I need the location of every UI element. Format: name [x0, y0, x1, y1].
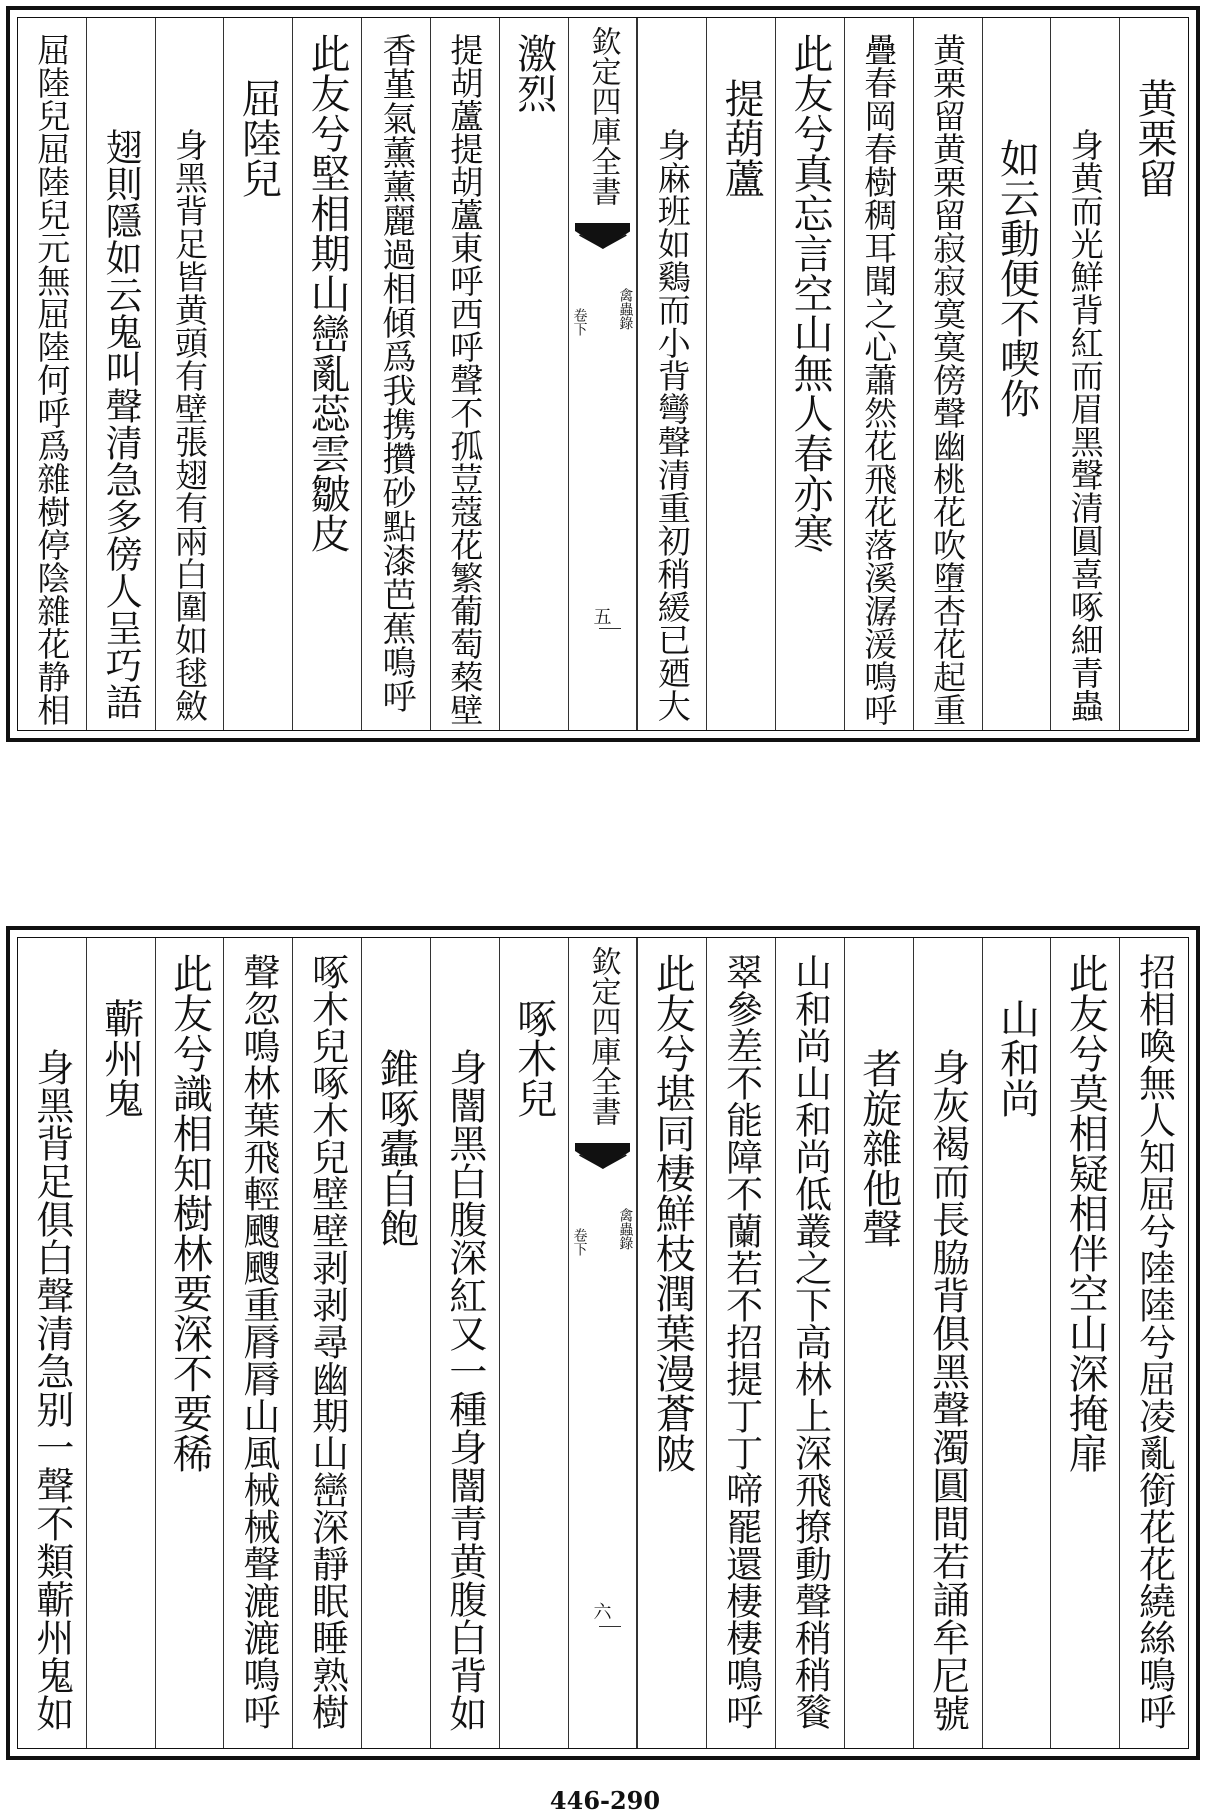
column-text: 此友兮莫相疑相伴空山深掩扉	[1062, 953, 1109, 1473]
text-column	[913, 18, 982, 730]
page-number-rule	[599, 628, 621, 629]
column-text: 身灰褐而長脇背俱黑聲濁圓間若誦牟尼號	[925, 1048, 970, 1732]
text-column	[499, 938, 568, 1748]
text-column	[18, 18, 86, 730]
text-column	[155, 18, 224, 730]
text-column	[155, 938, 224, 1748]
fishtail-ornament	[575, 223, 631, 249]
page-number: 六	[593, 1602, 612, 1623]
text-column	[775, 938, 844, 1748]
text-column	[292, 18, 361, 730]
column-text: 黄栗留黄栗留寂寂寞寞傍聲幽桃花吹墮杏花起重	[928, 33, 968, 726]
text-column	[361, 938, 430, 1748]
column-text: 啄木兒	[510, 998, 557, 1118]
column-text: 身黑背足俱白聲清急别一聲不類蘄州鬼如	[29, 1048, 74, 1732]
column-text: 翅則隱如云鬼叫聲清急多傍人呈巧語	[99, 128, 143, 720]
book-name-label: 禽蟲錄	[617, 1208, 634, 1250]
column-text: 身麻班如鷄而小背彎聲清重初稍緩已廼大	[652, 128, 692, 722]
column-text: 錐啄蠹自飽	[372, 1048, 419, 1248]
text-column	[430, 938, 499, 1748]
top-page	[6, 6, 1200, 742]
top-page-columns	[18, 18, 1188, 730]
column-text: 黄栗留	[1131, 78, 1178, 198]
text-column	[223, 18, 292, 730]
text-column	[18, 938, 86, 1748]
fishtail-ornament	[575, 1143, 631, 1169]
volume-label: 卷下	[571, 1228, 588, 1256]
text-column	[292, 938, 361, 1748]
footer-page-number: 446-290	[549, 1786, 661, 1815]
column-text: 此友兮堪同棲鮮枝潤葉漫蒼陂	[649, 953, 696, 1473]
text-column	[706, 18, 775, 730]
text-column	[499, 18, 568, 730]
column-text: 屈陸兒	[235, 78, 282, 198]
text-column	[361, 18, 430, 730]
center-title-column	[568, 18, 638, 730]
text-column	[844, 938, 913, 1748]
text-column	[637, 938, 706, 1748]
text-column	[86, 18, 155, 730]
column-text: 身闇黑白腹深紅又一種身闇青黄腹白背如	[442, 1048, 487, 1732]
book-title: 欽定四庫全書	[585, 26, 621, 206]
column-text: 翠參差不能障不蘭若不招提丁丁啼罷還棲棲鳴呼	[719, 953, 763, 1730]
column-text: 提葫蘆	[718, 78, 765, 198]
column-text: 招相喚無人知屈兮陸陸兮屈凌亂銜花花繞絲鳴呼	[1132, 953, 1176, 1730]
book-name-label: 禽蟲錄	[617, 288, 634, 330]
text-column	[1119, 18, 1188, 730]
page-number: 五	[593, 607, 612, 628]
column-text: 提胡蘆提胡蘆東呼西呼聲不孤荳蔻花繁葡萄蔾壁	[445, 33, 485, 726]
volume-label: 卷下	[571, 308, 588, 336]
text-column	[706, 938, 775, 1748]
page-number-rule	[599, 1626, 621, 1627]
text-column	[637, 18, 706, 730]
bottom-page-columns	[18, 938, 1188, 1748]
text-column	[1050, 938, 1119, 1748]
bottom-page	[6, 926, 1200, 1760]
column-text: 屈陸兒屈陸兒元無屈陸何呼爲雜樹停陰雜花静相	[32, 33, 72, 726]
text-column	[775, 18, 844, 730]
column-text: 疊春岡春樹稠耳聞之心蕭然花飛花落溪潺湲鳴呼	[859, 33, 899, 726]
text-column	[982, 18, 1051, 730]
column-text: 香堇氣薰薰麗過相傾爲我携攢砂點漆芭蕉鳴呼	[375, 33, 416, 713]
center-title-column	[568, 938, 638, 1748]
text-column	[430, 18, 499, 730]
column-text: 身黑背足皆黄頭有壁張翅有兩白圍如毬斂	[170, 128, 209, 722]
column-text: 聲忽鳴林葉飛輕颼颼重脣脣山風械械聲漉漉鳴呼	[236, 953, 280, 1730]
text-column	[913, 938, 982, 1748]
column-text: 激烈	[510, 33, 557, 113]
text-column	[1050, 18, 1119, 730]
column-text: 山和尚	[993, 998, 1040, 1118]
column-text: 山和尚山和尚低叢之下高林上深飛撩動聲稍稍餮	[788, 953, 832, 1730]
column-text: 身黄而光鮮背紅而眉黑聲清圓喜啄細青蟲	[1065, 128, 1105, 722]
text-column	[223, 938, 292, 1748]
column-text: 此友兮堅相期山巒亂蕊雲皺皮	[304, 33, 351, 553]
column-text: 者旋雜他聲	[855, 1048, 902, 1248]
text-column	[1119, 938, 1188, 1748]
column-text: 此友兮識相知樹林要深不要稀	[166, 953, 213, 1473]
text-column	[844, 18, 913, 730]
book-title: 欽定四庫全書	[585, 946, 621, 1126]
column-text: 此友兮真忘言空山無人春亦寒	[786, 33, 833, 553]
column-text: 蘄州鬼	[97, 998, 144, 1118]
text-column	[86, 938, 155, 1748]
column-text: 如云動便不喫你	[993, 138, 1040, 418]
column-text: 啄木兒啄木兒壁壁剥剥尋幽期山巒深靜眠睡熟樹	[305, 953, 349, 1730]
text-column	[982, 938, 1051, 1748]
